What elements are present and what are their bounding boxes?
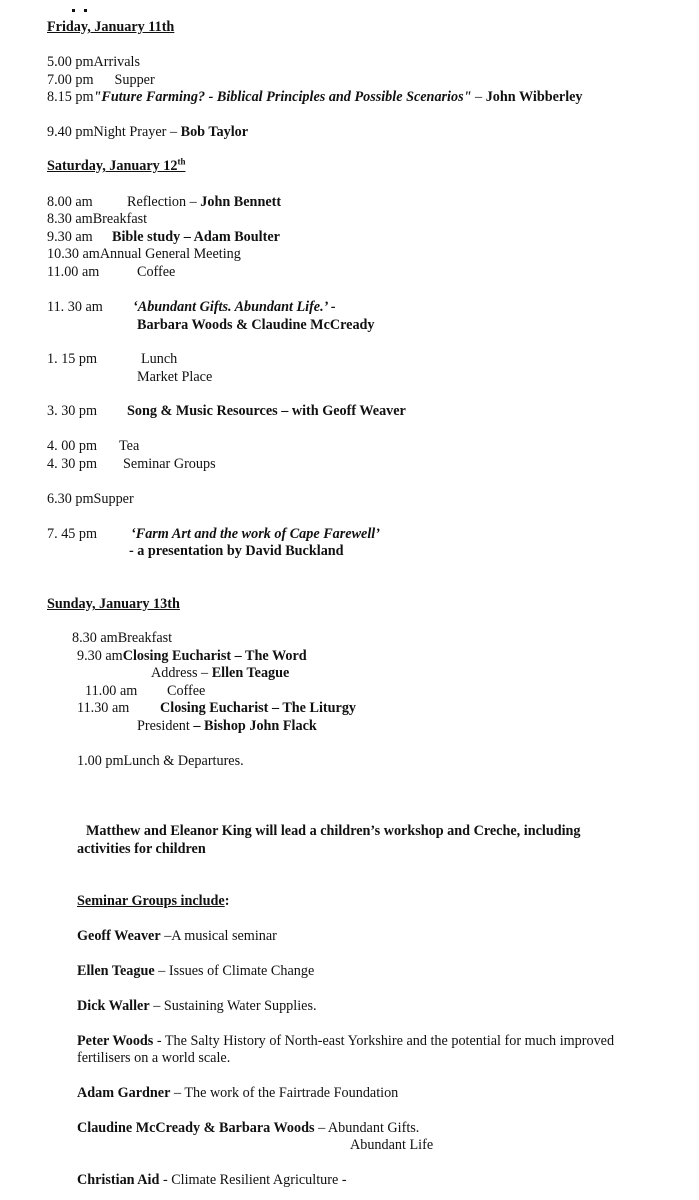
talk-title: ‘Farm Art and the work of Cape Farewell’ — [131, 526, 380, 542]
saturday-row — [47, 264, 99, 281]
event: Supper — [93, 491, 134, 507]
sunday-sub — [137, 718, 317, 735]
seminar-topic: – The work of the Fairtrade Foundation — [170, 1085, 399, 1101]
seminar-item — [77, 963, 314, 980]
saturday-event: Coffee — [137, 264, 176, 280]
talk-title: "Future Farming? - Biblical Principles and Possible Scenarios" — [93, 89, 472, 105]
event: Closing Eucharist – The Word — [122, 648, 307, 664]
sunday-row — [85, 683, 137, 700]
saturday-heading — [47, 158, 186, 175]
time: 11.30 am — [77, 700, 130, 716]
saturday-event: Lunch — [141, 351, 178, 367]
seminar-topic: – Issues of Climate Change — [154, 963, 315, 979]
saturday-row — [47, 246, 241, 263]
speaker: - a presentation by David Buckland — [129, 543, 344, 559]
seminar-item — [77, 1120, 419, 1137]
seminar-topic-cont: Abundant Life — [350, 1137, 434, 1153]
time: 5.00 pm — [47, 54, 94, 70]
children-note-line2: activities for children — [77, 841, 206, 857]
role: Address – — [151, 665, 212, 681]
event: Annual General Meeting — [99, 246, 241, 262]
time: 11. 30 am — [47, 299, 103, 315]
time: 4. 30 pm — [47, 456, 98, 472]
saturday-event — [127, 194, 281, 211]
sunday-row — [77, 753, 244, 770]
saturday-row — [47, 229, 93, 246]
saturday-row — [47, 526, 97, 543]
saturday-row — [47, 299, 103, 316]
heading-text: Seminar Groups include — [77, 893, 225, 909]
separator: – — [471, 89, 486, 105]
sunday-event: Coffee — [167, 683, 206, 699]
speaker: Bob Taylor — [180, 124, 249, 140]
children-note-line1: Matthew and Eleanor King will lead a children’s workshop and Creche, including — [86, 823, 581, 839]
time: 9.30 am — [47, 229, 93, 245]
speaker: John Wibberley — [485, 89, 583, 105]
speaker: Barbara Woods & Claudine McCready — [137, 317, 375, 333]
saturday-event: Bible study – Adam Boulter — [112, 229, 280, 245]
seminar-leader: Peter Woods — [77, 1033, 154, 1049]
event: Breakfast — [117, 630, 173, 646]
time: 10.30 am — [47, 246, 100, 262]
seminar-item — [77, 998, 317, 1015]
sunday-row — [77, 648, 307, 665]
saturday-row — [47, 491, 134, 508]
talk-title: ‘Abundant Gifts. Abundant Life.’ - — [133, 299, 336, 315]
time: 8.30 am — [47, 211, 93, 227]
time: 11.00 am — [85, 683, 138, 699]
time: 8.15 pm — [47, 89, 94, 105]
event: Supper — [114, 72, 155, 88]
seminar-item — [77, 1033, 614, 1050]
seminar-topic: – Abundant Gifts. — [314, 1120, 420, 1136]
seminar-topic: - Climate Resilient Agriculture - — [159, 1172, 347, 1188]
seminar-item — [77, 1172, 347, 1189]
heading-sup: th — [177, 156, 186, 167]
saturday-row — [47, 351, 97, 368]
saturday-row — [47, 194, 93, 211]
heading-colon: : — [224, 893, 230, 909]
sunday-sub — [151, 665, 289, 682]
sunday-row — [72, 630, 172, 647]
time: 11.00 am — [47, 264, 100, 280]
speaker: John Bennett — [200, 194, 282, 210]
seminar-topic: – Sustaining Water Supplies. — [149, 998, 317, 1014]
time: 8.00 am — [47, 194, 93, 210]
friday-row — [47, 89, 583, 106]
time: 3. 30 pm — [47, 403, 98, 419]
sunday-row — [77, 700, 129, 717]
seminars-heading — [77, 893, 229, 910]
time: 1. 15 pm — [47, 351, 98, 367]
time: 1.00 pm — [77, 753, 124, 769]
sunday-heading: Sunday, January 13th — [47, 596, 180, 612]
speaker: – Bishop John Flack — [193, 718, 317, 734]
friday-row — [47, 54, 140, 71]
seminar-leader: Adam Gardner — [77, 1085, 171, 1101]
event: Reflection – — [127, 194, 201, 210]
seminar-leader: Claudine McCready & Barbara Woods — [77, 1120, 315, 1136]
saturday-event: Song & Music Resources – with Geoff Weaver — [127, 403, 406, 419]
saturday-row — [47, 403, 97, 420]
friday-row — [47, 124, 248, 141]
cropped-text-remnant — [72, 0, 102, 4]
sunday-event: Closing Eucharist – The Liturgy — [160, 700, 357, 716]
event: Breakfast — [92, 211, 148, 227]
saturday-event-2: Market Place — [137, 369, 213, 385]
time: 6.30 pm — [47, 491, 94, 507]
seminar-leader: Dick Waller — [77, 998, 150, 1014]
seminar-leader: Geoff Weaver — [77, 928, 161, 944]
saturday-row — [47, 456, 97, 473]
seminar-topic: - The Salty History of North-east Yorkshire and the potential for much improved — [153, 1033, 615, 1049]
heading-text: Saturday, January 12 — [47, 158, 178, 174]
event: Night Prayer – — [93, 124, 181, 140]
event: Arrivals — [93, 54, 141, 70]
time: 4. 00 pm — [47, 438, 98, 454]
seminar-leader: Christian Aid — [77, 1172, 160, 1188]
time: 9.40 pm — [47, 124, 94, 140]
saturday-event: Seminar Groups — [123, 456, 216, 472]
time: 9.30 am — [77, 648, 123, 664]
role: President — [137, 718, 194, 734]
speaker: Ellen Teague — [211, 665, 290, 681]
seminar-topic: –A musical seminar — [160, 928, 277, 944]
seminar-topic-cont: fertilisers on a world scale. — [77, 1050, 231, 1066]
event: Lunch & Departures. — [123, 753, 244, 769]
friday-heading: Friday, January 11th — [47, 19, 175, 35]
friday-row — [47, 72, 155, 89]
saturday-row — [47, 211, 147, 228]
saturday-row — [47, 438, 97, 455]
time: 7. 45 pm — [47, 526, 98, 542]
time: 8.30 am — [72, 630, 118, 646]
seminar-leader: Ellen Teague — [77, 963, 155, 979]
seminar-item — [77, 928, 277, 945]
time: 7.00 pm — [47, 72, 94, 88]
seminar-item — [77, 1085, 398, 1102]
saturday-event: Tea — [119, 438, 140, 454]
